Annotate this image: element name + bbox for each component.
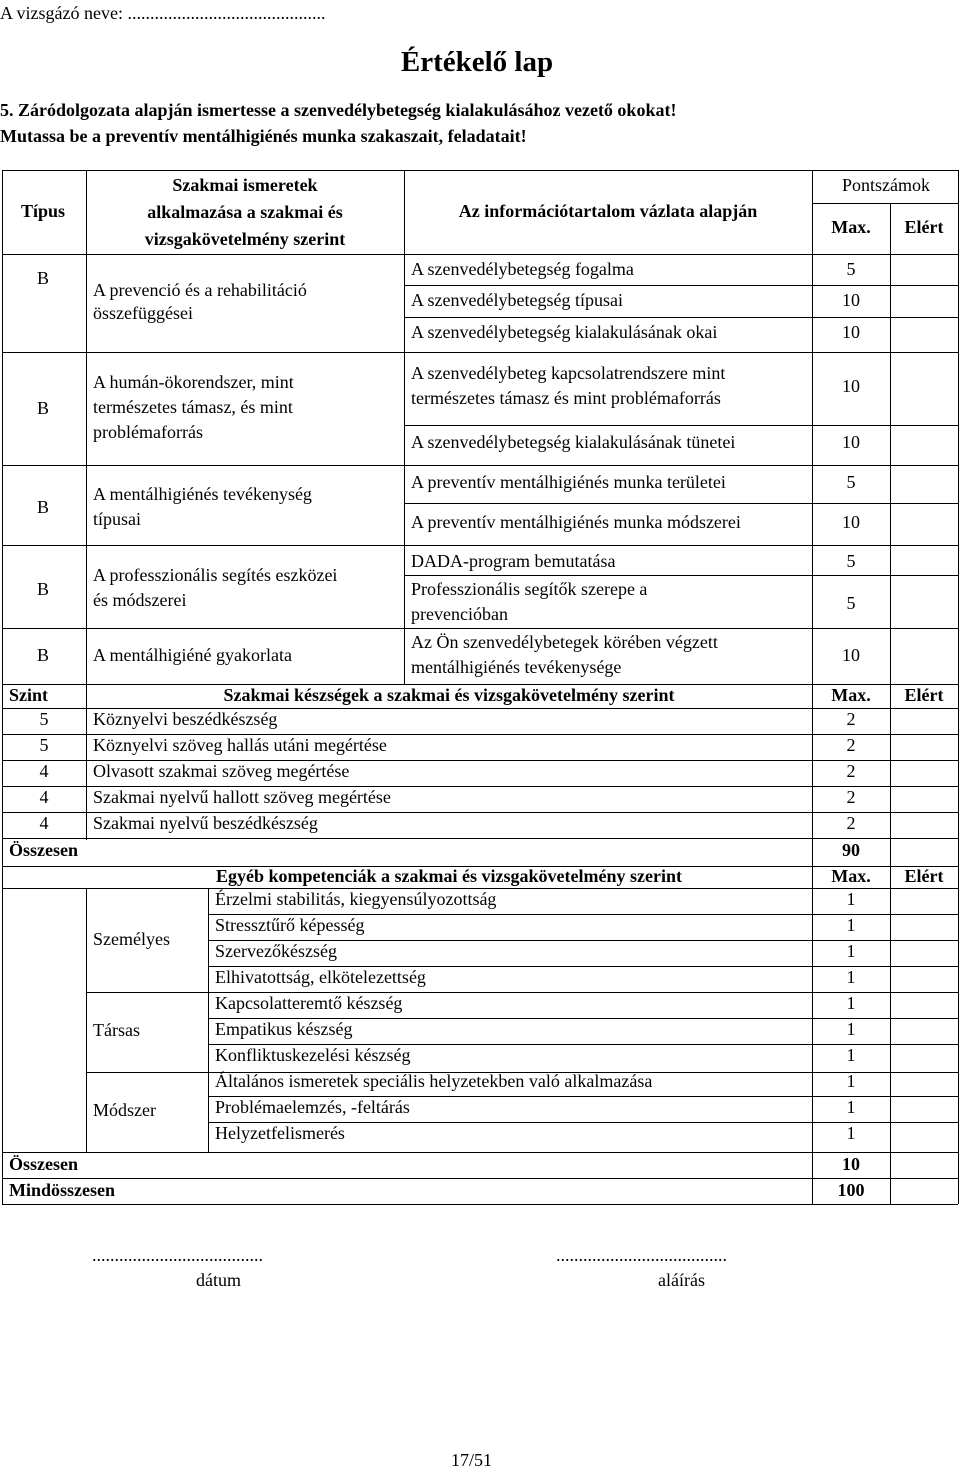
group-topic-l2: típusai (93, 509, 141, 529)
competency-item: Érzelmi stabilitás, kiegyensúlyozottság (215, 889, 497, 909)
grid-line (86, 170, 87, 684)
skill-level: 5 (39, 709, 49, 729)
item-max: 10 (842, 376, 860, 396)
page-title (0, 45, 960, 80)
grid-line (208, 888, 209, 1152)
skill-max: 2 (846, 787, 856, 807)
grand-total-label: Mindösszesen (9, 1180, 116, 1200)
grid-line (2, 465, 958, 466)
group-type: B (36, 398, 49, 418)
grid-line (890, 866, 891, 1204)
grid-line (2, 254, 958, 255)
grid-line (86, 684, 87, 840)
skill-max: 2 (846, 761, 856, 781)
grid-line (812, 203, 958, 204)
grid-line (812, 170, 813, 684)
group-type: B (36, 645, 49, 665)
item-max: 5 (846, 259, 856, 279)
competency-max: 1 (846, 967, 856, 987)
grid-line (2, 352, 958, 353)
grid-line (404, 285, 958, 286)
grid-line (2, 1178, 958, 1179)
grid-line (404, 503, 958, 504)
group-type: B (36, 579, 49, 599)
col-header-outline: Az információtartalom vázlata alapján (458, 201, 758, 221)
grid-line (404, 170, 405, 684)
group-topic-l1: A mentálhigiénés tevékenység (93, 484, 312, 504)
outline-item: A preventív mentálhigiénés munka módszerei (411, 512, 741, 532)
task-line-2: Mutassa be a preventív mentálhigiénés munka szakaszait, feladatait! (0, 126, 527, 146)
outline-item: A szenvedélybetegség típusai (411, 290, 623, 310)
competency-max: 1 (846, 993, 856, 1013)
total-value: 10 (842, 1154, 860, 1174)
grid-line (2, 1204, 958, 1205)
outline-item: DADA-program bemutatása (411, 551, 616, 571)
item-max: 10 (842, 512, 860, 532)
competency-max: 1 (846, 1019, 856, 1039)
skill-level: 4 (39, 787, 49, 807)
outline-item: Professzionális segítők szerepe a (411, 579, 648, 599)
skill-level: 4 (39, 813, 49, 833)
skill-level: 5 (39, 735, 49, 755)
col-header-max: Max. (831, 217, 871, 237)
outline-item: Az Ön szenvedélybetegek körében végzett (411, 632, 718, 652)
skill-name: Köznyelvi beszédkészség (93, 709, 278, 729)
competency-item: Elhivatottság, elkötelezettség (215, 967, 426, 987)
col-header-knowledge-l3: vizsgakövetelmény szerint (144, 229, 346, 249)
outline-item: A preventív mentálhigiénés munka területei (411, 472, 726, 492)
competency-item: Konfliktuskezelési készség (215, 1045, 411, 1065)
grid-line (2, 888, 958, 889)
grid-line (404, 575, 958, 576)
col-header-type: Típus (20, 201, 66, 221)
total-label: Összesen (9, 1154, 78, 1174)
grid-line (86, 888, 87, 1152)
item-max: 10 (842, 322, 860, 342)
col-header-points: Pontszámok (842, 175, 930, 195)
competency-max: 1 (846, 915, 856, 935)
col-header-level: Szint (9, 685, 49, 705)
competency-item: Empatikus készség (215, 1019, 353, 1039)
category-label: Társas (93, 1020, 140, 1040)
task-line-1: 5. Záródolgozata alapján ismertesse a szenvedélybetegség kialakulásához vezető okokat! (0, 100, 677, 120)
grid-line (404, 317, 958, 318)
outline-item-cont: természetes támasz és mint problémaforrás (411, 388, 721, 408)
competency-item: Kapcsolatteremtő készség (215, 993, 403, 1013)
grid-line (404, 425, 958, 426)
grid-line (890, 254, 891, 684)
grid-line (958, 866, 959, 1204)
col-header-knowledge-l1: Szakmai ismeretek (172, 175, 318, 195)
group-topic-l2: és módszerei (93, 590, 187, 610)
total-label: Összesen (9, 840, 78, 860)
col-header-competencies-title: Egyéb kompetenciák a szakmai és vizsgakövetelmény szerint (216, 866, 682, 886)
outline-item: A szenvedélybeteg kapcsolatrendszere mint (411, 363, 726, 383)
outline-item: A szenvedélybetegség kialakulásának okai (411, 322, 718, 342)
skill-level: 4 (39, 761, 49, 781)
grid-line (890, 203, 891, 254)
group-type: B (36, 268, 49, 288)
grand-total-value: 100 (837, 1180, 865, 1200)
grid-line (86, 992, 958, 993)
competency-item: Helyzetfelismerés (215, 1123, 345, 1143)
grid-line (2, 866, 958, 867)
item-max: 10 (842, 432, 860, 452)
signature-dots: ...................................... (556, 1245, 727, 1265)
group-topic-l2: természetes támasz, és mint (93, 397, 293, 417)
grid-line (2, 1152, 958, 1153)
grid-line (2, 866, 3, 1204)
col-header-achieved: Elért (904, 866, 944, 886)
grid-line (958, 170, 959, 684)
grid-line (86, 1072, 958, 1073)
signature-label: aláírás (658, 1270, 705, 1290)
grid-line (2, 170, 958, 171)
col-header-achieved: Elért (904, 685, 944, 705)
category-label: Módszer (93, 1100, 156, 1120)
competency-item: Stressztűrő képesség (215, 915, 365, 935)
outline-item: A szenvedélybetegség kialakulásának tünetei (411, 432, 736, 452)
competency-max: 1 (846, 889, 856, 909)
grid-line (2, 545, 958, 546)
category-label: Személyes (93, 929, 170, 949)
outline-item: A szenvedélybetegség fogalma (411, 259, 634, 279)
competency-item: Problémaelemzés, -feltárás (215, 1097, 410, 1117)
skill-name: Köznyelvi szöveg hallás utáni megértése (93, 735, 387, 755)
grid-line (2, 628, 958, 629)
grid-line (2, 838, 958, 839)
competency-max: 1 (846, 1123, 856, 1143)
item-max: 5 (846, 472, 856, 492)
competency-max: 1 (846, 1071, 856, 1091)
total-value: 90 (842, 840, 860, 860)
grid-line (812, 866, 813, 1204)
grid-line (958, 684, 959, 866)
skill-name: Szakmai nyelvű beszédkészség (93, 813, 318, 833)
skill-name: Szakmai nyelvű hallott szöveg megértése (93, 787, 391, 807)
skill-max: 2 (846, 735, 856, 755)
group-topic-l1: A prevenció és a rehabilitáció (93, 280, 307, 300)
item-max: 5 (846, 593, 856, 613)
page-number: 17/51 (451, 1450, 493, 1470)
date-dots: ...................................... (92, 1245, 263, 1265)
outline-item-cont: mentálhigiénés tevékenysége (411, 657, 622, 677)
col-header-achieved: Elért (904, 217, 944, 237)
skill-name: Olvasott szakmai szöveg megértése (93, 761, 350, 781)
group-topic-l2: összefüggései (93, 303, 193, 323)
group-topic-l1: A professzionális segítés eszközei (93, 565, 338, 585)
grid-line (2, 170, 3, 684)
outline-item-cont: prevencióban (411, 604, 508, 624)
col-header-max: Max. (831, 685, 871, 705)
col-header-skills-title: Szakmai készségek a szakmai és vizsgakövetelmény szerint (223, 685, 675, 705)
competency-item: Szervezőkészség (215, 941, 337, 961)
item-max: 5 (846, 551, 856, 571)
col-header-max: Max. (831, 866, 871, 886)
group-type: B (36, 497, 49, 517)
student-name-label: A vizsgázó neve: ............................................ (0, 3, 326, 23)
skill-max: 2 (846, 709, 856, 729)
item-max: 10 (842, 645, 860, 665)
date-label: dátum (196, 1270, 241, 1290)
group-topic-l3: problémaforrás (93, 422, 203, 442)
group-topic-l1: A mentálhigiéné gyakorlata (93, 645, 292, 665)
competency-item: Általános ismeretek speciális helyzetekben való alkalmazása (215, 1071, 653, 1091)
col-header-knowledge-l2: alkalmazása a szakmai és (147, 202, 343, 222)
item-max: 10 (842, 290, 860, 310)
competency-max: 1 (846, 941, 856, 961)
group-topic-l1: A humán-ökorendszer, mint (93, 372, 294, 392)
competency-max: 1 (846, 1097, 856, 1117)
page-title-text: Értékelő lap (400, 46, 554, 78)
skill-max: 2 (846, 813, 856, 833)
competency-max: 1 (846, 1045, 856, 1065)
